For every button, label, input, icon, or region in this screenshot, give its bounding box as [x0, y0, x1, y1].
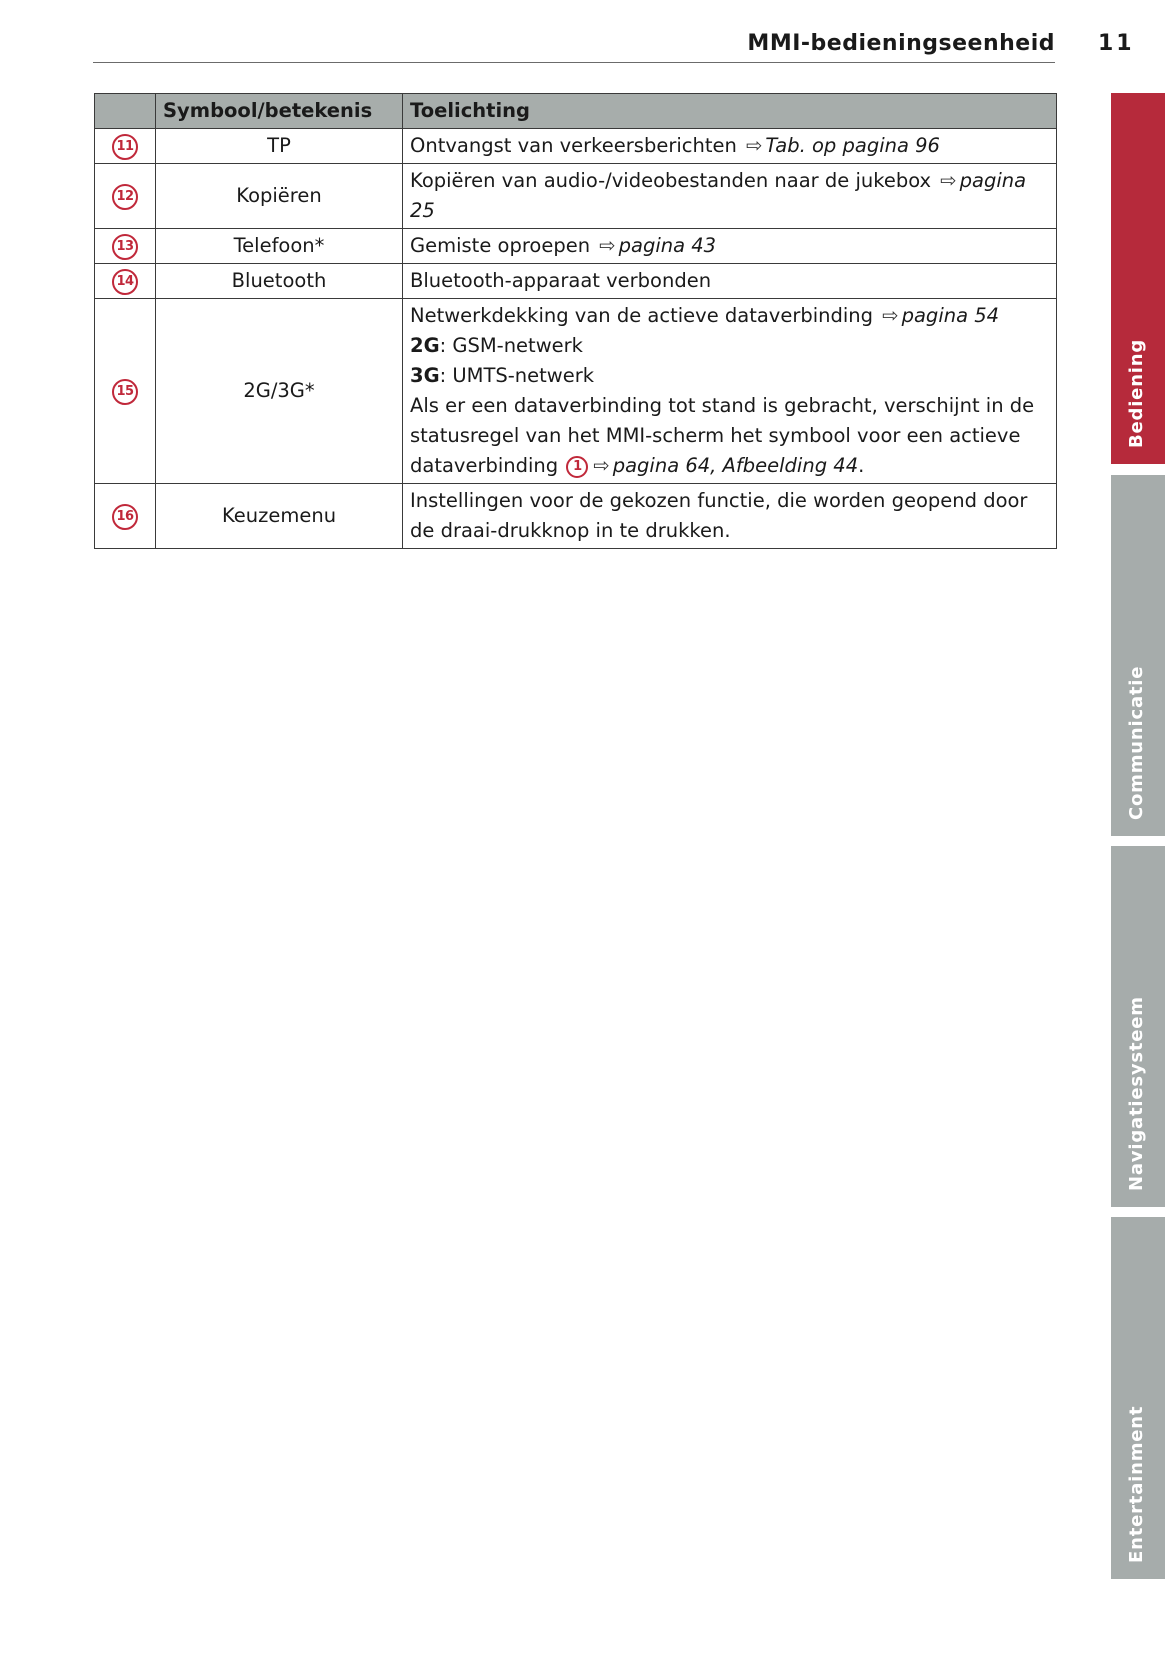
- circled-number-16: 16: [112, 504, 138, 530]
- tab-entertainment[interactable]: [1111, 1217, 1165, 1579]
- page-number: 11: [1098, 31, 1135, 56]
- symbol-cell: 2G/3G*: [156, 299, 403, 484]
- circled-number-13: 13: [112, 234, 138, 260]
- symbol-cell: Telefoon*: [156, 229, 403, 264]
- explanation-line: [410, 391, 1049, 481]
- symbol-cell: Kopiëren: [156, 164, 403, 229]
- table-row: [95, 299, 1057, 484]
- circled-number-1: 1: [566, 456, 588, 478]
- tab-label: Bediening: [1126, 338, 1147, 448]
- row-number-cell: [95, 129, 156, 164]
- row-number-cell: [95, 264, 156, 299]
- tab-navigatiesysteem[interactable]: [1111, 846, 1165, 1207]
- symbol-table: [94, 93, 1057, 549]
- symbol-cell: TP: [156, 129, 403, 164]
- tab-label: Navigatiesysteem: [1126, 996, 1147, 1191]
- table-row: [95, 484, 1057, 549]
- tab-bediening[interactable]: [1111, 93, 1165, 464]
- tab-communicatie[interactable]: [1111, 475, 1165, 836]
- network-label-2g: 2G: [410, 334, 440, 357]
- explanation-text: : GSM-netwerk: [439, 334, 583, 357]
- page-reference: pagina 25: [410, 169, 1027, 222]
- explanation-cell: [403, 299, 1057, 484]
- table-header-row: [95, 94, 1057, 129]
- period: .: [858, 454, 865, 477]
- explanation-text: Gemiste oproepen: [410, 234, 591, 257]
- page-header: [93, 28, 1055, 63]
- explanation-text: Kopiëren van audio-/videobestanden naar de jukebox: [410, 169, 932, 192]
- row-number-cell: [95, 299, 156, 484]
- explanation-cell: Instellingen voor de gekozen functie, die worden geopend door de draai-drukknop in te drukken.: [403, 484, 1057, 549]
- row-number-cell: [95, 484, 156, 549]
- circled-number-15: 15: [112, 379, 138, 405]
- column-header-symbol: Symbool/betekenis: [156, 94, 403, 129]
- explanation-cell: [403, 129, 1057, 164]
- circled-number-14: 14: [112, 269, 138, 295]
- reference-arrow-icon: ⇨: [746, 134, 763, 157]
- explanation-text: Netwerkdekking van de actieve dataverbinding: [410, 304, 874, 327]
- tab-label: Entertainment: [1126, 1405, 1147, 1563]
- circled-number-11: 11: [112, 134, 138, 160]
- table-row: [95, 164, 1057, 229]
- table-row: [95, 264, 1057, 299]
- header-title: MMI-bedieningseenheid: [747, 31, 1055, 56]
- network-label-3g: 3G: [410, 364, 440, 387]
- explanation-cell: [403, 164, 1057, 229]
- page-reference: pagina 43: [618, 234, 717, 257]
- explanation-cell: [403, 229, 1057, 264]
- explanation-line: [410, 331, 1049, 361]
- reference-arrow-icon: ⇨: [882, 304, 899, 327]
- explanation-line: [410, 361, 1049, 391]
- page-reference: pagina 64, Afbeelding 44: [612, 454, 859, 477]
- column-header-number: [95, 94, 156, 129]
- page-reference: pagina 54: [901, 304, 1000, 327]
- reference-arrow-icon: ⇨: [599, 234, 616, 257]
- explanation-cell: Bluetooth-apparaat verbonden: [403, 264, 1057, 299]
- explanation-text: : UMTS-netwerk: [439, 364, 595, 387]
- table-row: [95, 129, 1057, 164]
- row-number-cell: [95, 229, 156, 264]
- table-row: [95, 229, 1057, 264]
- explanation-text: Als er een dataverbinding tot stand is gebracht, verschijnt in de statusregel van het MMI-scherm het symbool voor een actieve dataverbinding: [410, 394, 1035, 477]
- symbol-cell: Bluetooth: [156, 264, 403, 299]
- explanation-line: [410, 301, 1049, 331]
- circled-number-12: 12: [112, 184, 138, 210]
- row-number-cell: [95, 164, 156, 229]
- tab-label: Communicatie: [1126, 665, 1147, 820]
- reference-arrow-icon: ⇨: [593, 454, 610, 477]
- page-reference: Tab. op pagina 96: [765, 134, 940, 157]
- column-header-explanation: Toelichting: [403, 94, 1057, 129]
- explanation-text: Ontvangst van verkeersberichten: [410, 134, 737, 157]
- reference-arrow-icon: ⇨: [940, 169, 957, 192]
- symbol-cell: Keuzemenu: [156, 484, 403, 549]
